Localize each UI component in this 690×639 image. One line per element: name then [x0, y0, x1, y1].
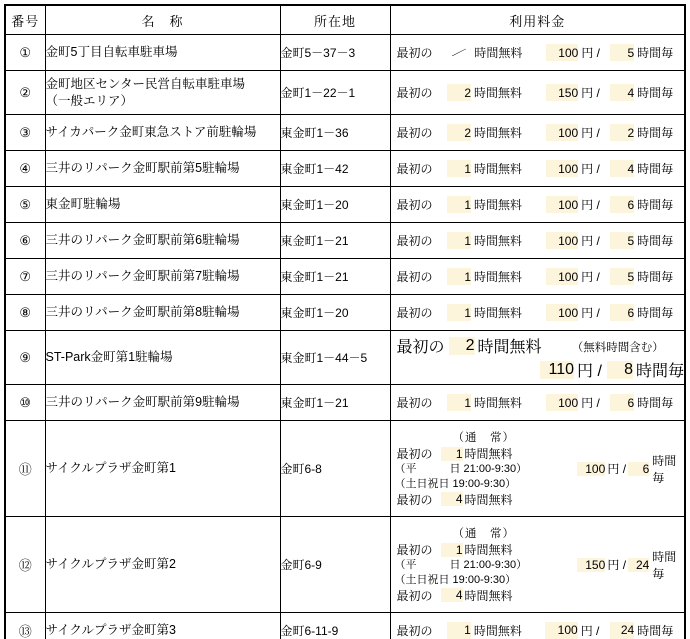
row-number: ② [5, 71, 45, 115]
fee-interval-number: 24 [610, 622, 635, 639]
facility-name: 金町地区センター民営自転車駐車場 （一般エリア） [45, 71, 280, 115]
fee-special-line [391, 587, 578, 604]
fee-condition-line-2: （土日祝日 19:00-9:30） [394, 477, 517, 490]
fee-yen-label: 円 / [577, 363, 602, 380]
fee-yen-label: 円 / [581, 126, 600, 140]
fee-price-column [577, 429, 684, 508]
fee-grid [391, 84, 685, 101]
fee-free-hours: 1 [441, 447, 463, 461]
fee-normal-line [391, 445, 578, 462]
fee-interval-suffix: 時間毎 [637, 396, 674, 410]
facility-fee [390, 385, 685, 421]
fee-first-label: 最初の [396, 623, 433, 638]
facility-address: 東金町1－36 [280, 115, 390, 151]
fee-price-column [577, 525, 684, 604]
fee-free-suffix: 時間無料 [474, 198, 523, 212]
fee-price: 150 [546, 84, 579, 101]
fee-free-suffix: 時間無料 [474, 126, 523, 140]
header-address: 所在地 [280, 5, 390, 35]
facility-fee [390, 35, 685, 71]
row-number: ⑥ [5, 223, 45, 259]
facility-fee [390, 421, 685, 517]
header-fee: 利用料金 [390, 5, 685, 35]
fee-first-label: 最初の [396, 543, 433, 558]
fee-slash-icon: ／ [447, 44, 472, 61]
table-row [5, 385, 685, 421]
fee-grid [391, 622, 685, 639]
fee-interval-suffix: 時間毎 [637, 86, 674, 100]
fee-first-label: 最初の [396, 396, 433, 410]
fee-interval-suffix: 時間毎 [637, 306, 674, 320]
facility-name: 三井のリパーク金町駅前第9駐輪場 [45, 385, 280, 421]
fee-yen-label: 円 / [580, 623, 600, 638]
fee-interval-number: 24 [628, 558, 649, 572]
row-number: ③ [5, 115, 45, 151]
fee-first-label: 最初の [396, 46, 433, 60]
fee-price: 100 [546, 268, 579, 285]
fee-free-hours: 1 [447, 394, 471, 411]
facility-address: 東金町1－21 [280, 259, 390, 295]
fee-second-suffix: 時間無料 [464, 588, 513, 603]
fee-free-hours: 2 [447, 84, 471, 101]
fee-normal-line [391, 541, 578, 558]
fee-interval-number: 6 [610, 304, 634, 321]
fee-free-suffix: 時間無料 [474, 396, 523, 410]
facility-name: サイクルプラザ金町第2 [45, 517, 280, 613]
fee-free-hours: 1 [447, 622, 471, 639]
fee-interval-suffix: 時間毎 [652, 453, 677, 485]
fee-interval-suffix: 時間毎 [637, 234, 674, 248]
fee-second-suffix: 時間無料 [464, 492, 513, 507]
fee-interval-suffix: 時間毎 [637, 198, 674, 212]
fee-yen-label: 円 / [607, 558, 627, 572]
fee-yen-label: 円 / [581, 198, 600, 212]
fee-interval-suffix: 時間毎 [637, 623, 674, 638]
fee-free-hours: 2 [447, 124, 471, 141]
fee-price: 100 [545, 622, 578, 639]
fee-interval-number: 6 [610, 196, 634, 213]
fee-price: 150 [577, 558, 605, 572]
fee-first-label: 最初の [396, 447, 433, 462]
facility-address: 東金町1－21 [280, 385, 390, 421]
table-row [5, 331, 685, 385]
fee-free-hours: 2 [449, 337, 475, 355]
fee-free-suffix: 時間無料 [474, 306, 523, 320]
fee-grid [391, 304, 685, 321]
facility-address: 東金町1－20 [280, 295, 390, 331]
fee-grid [391, 196, 685, 213]
table-body [5, 35, 685, 639]
fee-price: 100 [546, 304, 579, 321]
facility-name: ST-Park金町第1駐輪場 [45, 331, 280, 385]
table-row [5, 115, 685, 151]
facility-name: サイカパーク金町東急ストア前駐輪場 [45, 115, 280, 151]
facility-fee [390, 71, 685, 115]
table-row [5, 187, 685, 223]
fee-grid [391, 160, 685, 177]
facility-name: 金町5丁目自転車駐車場 [45, 35, 280, 71]
fee-complex-block [391, 429, 685, 508]
fee-condition-line-1: （平 日 21:00-9:30） [394, 559, 528, 572]
row-number: ⑤ [5, 187, 45, 223]
fee-price: 100 [546, 44, 579, 61]
fee-yen-label: 円 / [607, 462, 627, 476]
fee-first-label: 最初の [396, 198, 433, 212]
fee-interval-suffix: 時間毎 [636, 363, 685, 380]
fee-second-hours: 4 [441, 492, 463, 506]
fee-grid [391, 394, 685, 411]
table-row [5, 295, 685, 331]
facility-address: 東金町1－20 [280, 187, 390, 223]
fee-free-suffix: 時間無料 [474, 234, 523, 248]
fee-first-label: 最初の [396, 306, 433, 320]
header-name: 名 称 [45, 5, 280, 35]
fee-detail-column [391, 429, 578, 508]
fee-grid [391, 44, 685, 61]
table-row [5, 35, 685, 71]
fee-free-suffix: 時間無料 [474, 46, 523, 60]
row-number: ④ [5, 151, 45, 187]
fee-free-hours: 1 [447, 232, 471, 249]
header-no: 番号 [5, 5, 45, 35]
fee-price: 100 [546, 232, 579, 249]
fee-special-line [391, 491, 578, 508]
fee-interval-number: 4 [610, 84, 634, 101]
facility-name: 三井のリパーク金町駅前第5駐輪場 [45, 151, 280, 187]
fee-normal-heading: （通 常） [452, 432, 516, 445]
facility-address: 金町6-8 [280, 421, 390, 517]
fee-yen-label: 円 / [581, 396, 600, 410]
facility-address: 金町1－22－1 [280, 71, 390, 115]
row-number: ① [5, 35, 45, 71]
facility-name: サイクルプラザ金町第1 [45, 421, 280, 517]
facility-name: 三井のリパーク金町駅前第7駐輪場 [45, 259, 280, 295]
facility-name: 東金町駐輪場 [45, 187, 280, 223]
fee-grid [391, 232, 685, 249]
fee-price: 110 [540, 361, 574, 379]
fee-interval-number: 8 [607, 361, 633, 379]
facility-address: 東金町1－44－5 [280, 331, 390, 385]
facility-address: 金町6-11-9 [280, 613, 390, 639]
facility-name: 三井のリパーク金町駅前第8駐輪場 [45, 295, 280, 331]
fee-second-label: 最初の [396, 492, 433, 507]
fee-first-label: 最初の [396, 339, 445, 356]
table-row [5, 613, 685, 639]
fee-yen-label: 円 / [581, 270, 600, 284]
fee-price: 100 [546, 124, 579, 141]
fee-yen-label: 円 / [581, 86, 600, 100]
table-row [5, 259, 685, 295]
fee-free-hours: 1 [447, 304, 471, 321]
fee-free-hours: 1 [447, 268, 471, 285]
fee-interval-number: 5 [610, 232, 634, 249]
fee-interval-suffix: 時間毎 [652, 549, 677, 581]
table-row [5, 517, 685, 613]
facility-address: 金町6-9 [280, 517, 390, 613]
fee-second-label: 最初の [396, 588, 433, 603]
fee-price-line [577, 452, 684, 486]
parking-fee-table [4, 4, 686, 639]
fee-interval-suffix: 時間毎 [637, 162, 674, 176]
row-number: ⑬ [5, 613, 45, 639]
fee-detail-column [391, 525, 578, 604]
facility-fee [390, 613, 685, 639]
fee-price: 100 [577, 462, 605, 476]
facility-name: 三井のリパーク金町駅前第6駐輪場 [45, 223, 280, 259]
fee-interval-number: 5 [610, 268, 634, 285]
fee-price: 100 [546, 160, 579, 177]
facility-fee [390, 115, 685, 151]
facility-fee [390, 259, 685, 295]
table-header-row [5, 5, 685, 35]
fee-interval-number: 6 [628, 462, 649, 476]
row-number: ⑨ [5, 331, 45, 385]
fee-interval-suffix: 時間毎 [637, 46, 674, 60]
fee-yen-label: 円 / [581, 234, 600, 248]
fee-free-suffix: 時間無料 [477, 339, 542, 356]
facility-fee [390, 331, 685, 385]
fee-note-block [391, 331, 685, 384]
fee-condition-line-2: （土日祝日 19:00-9:30） [394, 573, 517, 586]
table-row [5, 151, 685, 187]
fee-free-suffix: 時間無料 [473, 623, 522, 638]
row-number: ⑪ [5, 421, 45, 517]
fee-second-hours: 4 [441, 588, 463, 602]
facility-name: サイクルプラザ金町第3 [45, 613, 280, 639]
fee-free-suffix: 時間無料 [474, 86, 523, 100]
fee-interval-suffix: 時間毎 [637, 126, 674, 140]
fee-grid [391, 124, 685, 141]
facility-fee [390, 187, 685, 223]
facility-fee [390, 223, 685, 259]
fee-free-hours: 1 [441, 543, 463, 557]
fee-first-label: 最初の [396, 234, 433, 248]
fee-interval-suffix: 時間毎 [637, 270, 674, 284]
fee-interval-number: 5 [610, 44, 634, 61]
fee-price: 100 [546, 196, 579, 213]
row-number: ⑫ [5, 517, 45, 613]
table-row [5, 71, 685, 115]
fee-first-label: 最初の [396, 270, 433, 284]
facility-fee [390, 151, 685, 187]
facility-address: 東金町1－42 [280, 151, 390, 187]
facility-fee [390, 295, 685, 331]
facility-address: 東金町1－21 [280, 223, 390, 259]
fee-free-suffix: 時間無料 [474, 270, 523, 284]
fee-interval-number: 4 [610, 160, 634, 177]
fee-free-hours: 1 [447, 160, 471, 177]
fee-first-label: 最初の [396, 86, 433, 100]
fee-price: 100 [546, 394, 579, 411]
fee-price-line [577, 548, 684, 582]
fee-free-suffix: 時間無料 [464, 447, 513, 462]
row-number: ⑩ [5, 385, 45, 421]
facility-fee [390, 517, 685, 613]
fee-complex-block [391, 525, 685, 604]
fee-interval-number: 2 [610, 124, 634, 141]
row-number: ⑦ [5, 259, 45, 295]
fee-note: （無料時間含む） [571, 341, 664, 354]
fee-free-suffix: 時間無料 [474, 162, 523, 176]
fee-grid [391, 268, 685, 285]
table-row [5, 421, 685, 517]
fee-first-label: 最初の [396, 126, 433, 140]
table-row [5, 223, 685, 259]
fee-interval-number: 6 [610, 394, 634, 411]
fee-free-hours: 1 [447, 196, 471, 213]
facility-address: 金町5－37－3 [280, 35, 390, 71]
fee-free-suffix: 時間無料 [464, 543, 513, 558]
fee-normal-heading: （通 常） [452, 528, 516, 541]
fee-first-label: 最初の [396, 162, 433, 176]
fee-condition-line-1: （平 日 21:00-9:30） [394, 463, 528, 476]
fee-yen-label: 円 / [581, 306, 600, 320]
fee-yen-label: 円 / [581, 46, 600, 60]
row-number: ⑧ [5, 295, 45, 331]
fee-yen-label: 円 / [581, 162, 600, 176]
